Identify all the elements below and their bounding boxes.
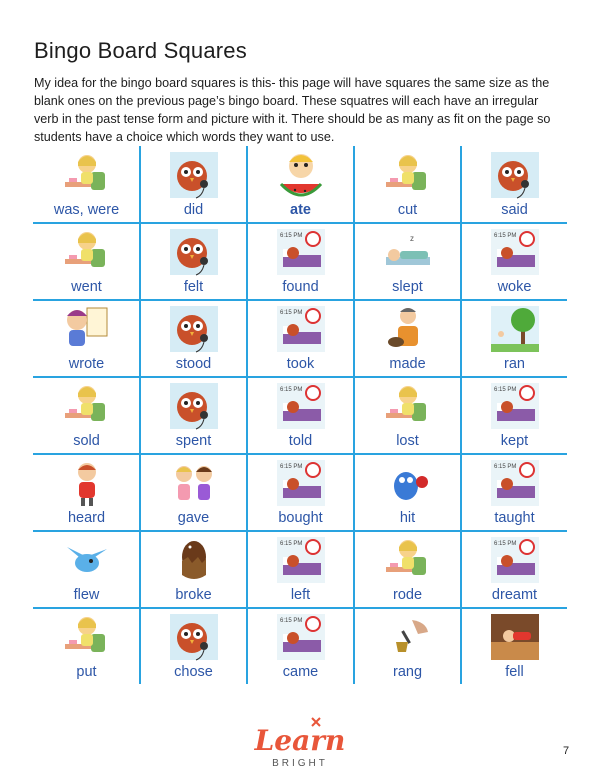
bingo-square [140,377,247,454]
bingo-square [140,531,247,608]
bingo-square [140,223,247,300]
bingo-square [33,377,140,454]
alarm-clock-bed-icon [275,381,327,431]
svg-text:6:15 PM: 6:15 PM [280,464,303,470]
bingo-square [247,454,354,531]
bingo-square [33,608,140,685]
learn-bright-logo [240,714,360,770]
svg-text:6:15 PM: 6:15 PM [494,464,517,470]
bird-boxing-icon [382,458,434,508]
two-girls-icon [168,458,220,508]
logo-learn-text: Learn [254,724,346,757]
alarm-clock-bed-icon [275,227,327,277]
bingo-word: was, were [53,202,120,218]
alarm-clock-bed-icon [489,381,541,431]
girl-drawing-icon [61,612,113,662]
svg-text:6:15 PM: 6:15 PM [280,541,303,547]
boy-eating-watermelon-icon [275,150,327,200]
owl-microphone-icon [168,150,220,200]
bingo-word: said [501,202,528,218]
alarm-clock-bed-icon [275,458,327,508]
broken-egg-icon [168,535,220,585]
bingo-word: made [389,356,426,372]
owl-microphone-icon [168,227,220,277]
svg-text:6:15 PM: 6:15 PM [494,387,517,393]
bingo-square [140,146,247,223]
bingo-word: took [286,356,315,372]
bingo-word: cut [397,202,418,218]
bingo-word: felt [183,279,204,295]
bingo-square [247,608,354,685]
owl-microphone-icon [489,150,541,200]
bingo-square [354,300,461,377]
bingo-square [247,223,354,300]
bingo-square [33,531,140,608]
owl-microphone-icon [168,612,220,662]
child-listening-icon [61,458,113,508]
girl-drawing-icon [61,150,113,200]
bingo-square [140,454,247,531]
girl-drawing-icon [382,381,434,431]
bingo-word: did [183,202,204,218]
bingo-word: taught [494,510,535,526]
bingo-word: woke [497,279,532,295]
bingo-square [461,454,568,531]
bingo-square [33,454,140,531]
bingo-word: left [290,587,311,603]
bingo-square [461,223,568,300]
bingo-word: broke [175,587,212,603]
bingo-square [33,300,140,377]
child-writing-icon [61,304,113,354]
bingo-grid [33,146,567,684]
bingo-square [461,146,568,223]
bingo-word: bought [278,510,323,526]
hand-bell-icon [382,612,434,662]
bingo-square [33,223,140,300]
girl-drawing-icon [61,227,113,277]
bingo-square [247,300,354,377]
svg-text:6:15 PM: 6:15 PM [280,618,303,624]
bingo-square [140,608,247,685]
alarm-clock-bed-icon [489,535,541,585]
bingo-word: flew [73,587,100,603]
owl-microphone-icon [168,381,220,431]
person-falling-icon [489,612,541,662]
bingo-word: lost [396,433,419,449]
svg-text:6:15 PM: 6:15 PM [494,541,517,547]
svg-text:6:15 PM: 6:15 PM [280,233,303,239]
bingo-word: heard [67,510,106,526]
svg-text:z: z [410,234,414,243]
svg-text:6:15 PM: 6:15 PM [494,233,517,239]
bingo-word: went [71,279,102,295]
bingo-word: wrote [68,356,105,372]
bingo-word: spent [175,433,212,449]
alarm-clock-bed-icon [489,227,541,277]
bingo-word: rode [392,587,423,603]
bingo-square [354,531,461,608]
intro-paragraph: My idea for the bingo board squares is this- this page will have squares the same size as the blank ones on the previous page’s bingo board. These squatres will each have an irregular verb in the past tense form and picture with it. There should be as many as fit on the page so students have a choice which words they want to use. [34,76,551,144]
bingo-word: ate [290,202,311,218]
bingo-word: put [76,664,97,680]
logo-bright-text: BRIGHT [272,758,328,769]
bingo-word: stood [175,356,212,372]
owl-microphone-icon [168,304,220,354]
bingo-word: kept [500,433,529,449]
bingo-square [247,531,354,608]
bingo-square [461,300,568,377]
svg-text:6:15 PM: 6:15 PM [280,387,303,393]
bingo-word: ran [504,356,525,372]
bingo-square [247,146,354,223]
tree-running-icon [489,304,541,354]
girl-drawing-icon [382,535,434,585]
girl-drawing-icon [61,381,113,431]
bingo-word: fell [505,664,524,680]
bingo-word: gave [177,510,210,526]
bingo-square [461,608,568,685]
alarm-clock-bed-icon [275,535,327,585]
bingo-word: sold [73,433,100,449]
bingo-word: hit [399,510,416,526]
bingo-square [140,300,247,377]
alarm-clock-bed-icon [275,304,327,354]
bingo-word: chose [174,664,213,680]
bingo-square [354,454,461,531]
sleeping-person-icon [382,227,434,277]
girl-drawing-icon [382,150,434,200]
bingo-square [354,608,461,685]
bingo-square [461,531,568,608]
bingo-square [354,377,461,454]
page-number: 7 [563,745,570,757]
woman-cooking-icon [382,304,434,354]
svg-text:6:15 PM: 6:15 PM [280,310,303,316]
flying-bird-icon [61,535,113,585]
alarm-clock-bed-icon [489,458,541,508]
bingo-word: rang [392,664,423,680]
bingo-square [354,146,461,223]
bingo-square [33,146,140,223]
bingo-word: told [288,433,313,449]
alarm-clock-bed-icon [275,612,327,662]
page-title: Bingo Board Squares [34,38,247,63]
bingo-square [461,377,568,454]
bingo-word: slept [392,279,423,295]
bingo-square [247,377,354,454]
bingo-square [354,223,461,300]
bingo-word: dreamt [491,587,538,603]
bingo-word: found [282,279,319,295]
bingo-word: came [282,664,319,680]
